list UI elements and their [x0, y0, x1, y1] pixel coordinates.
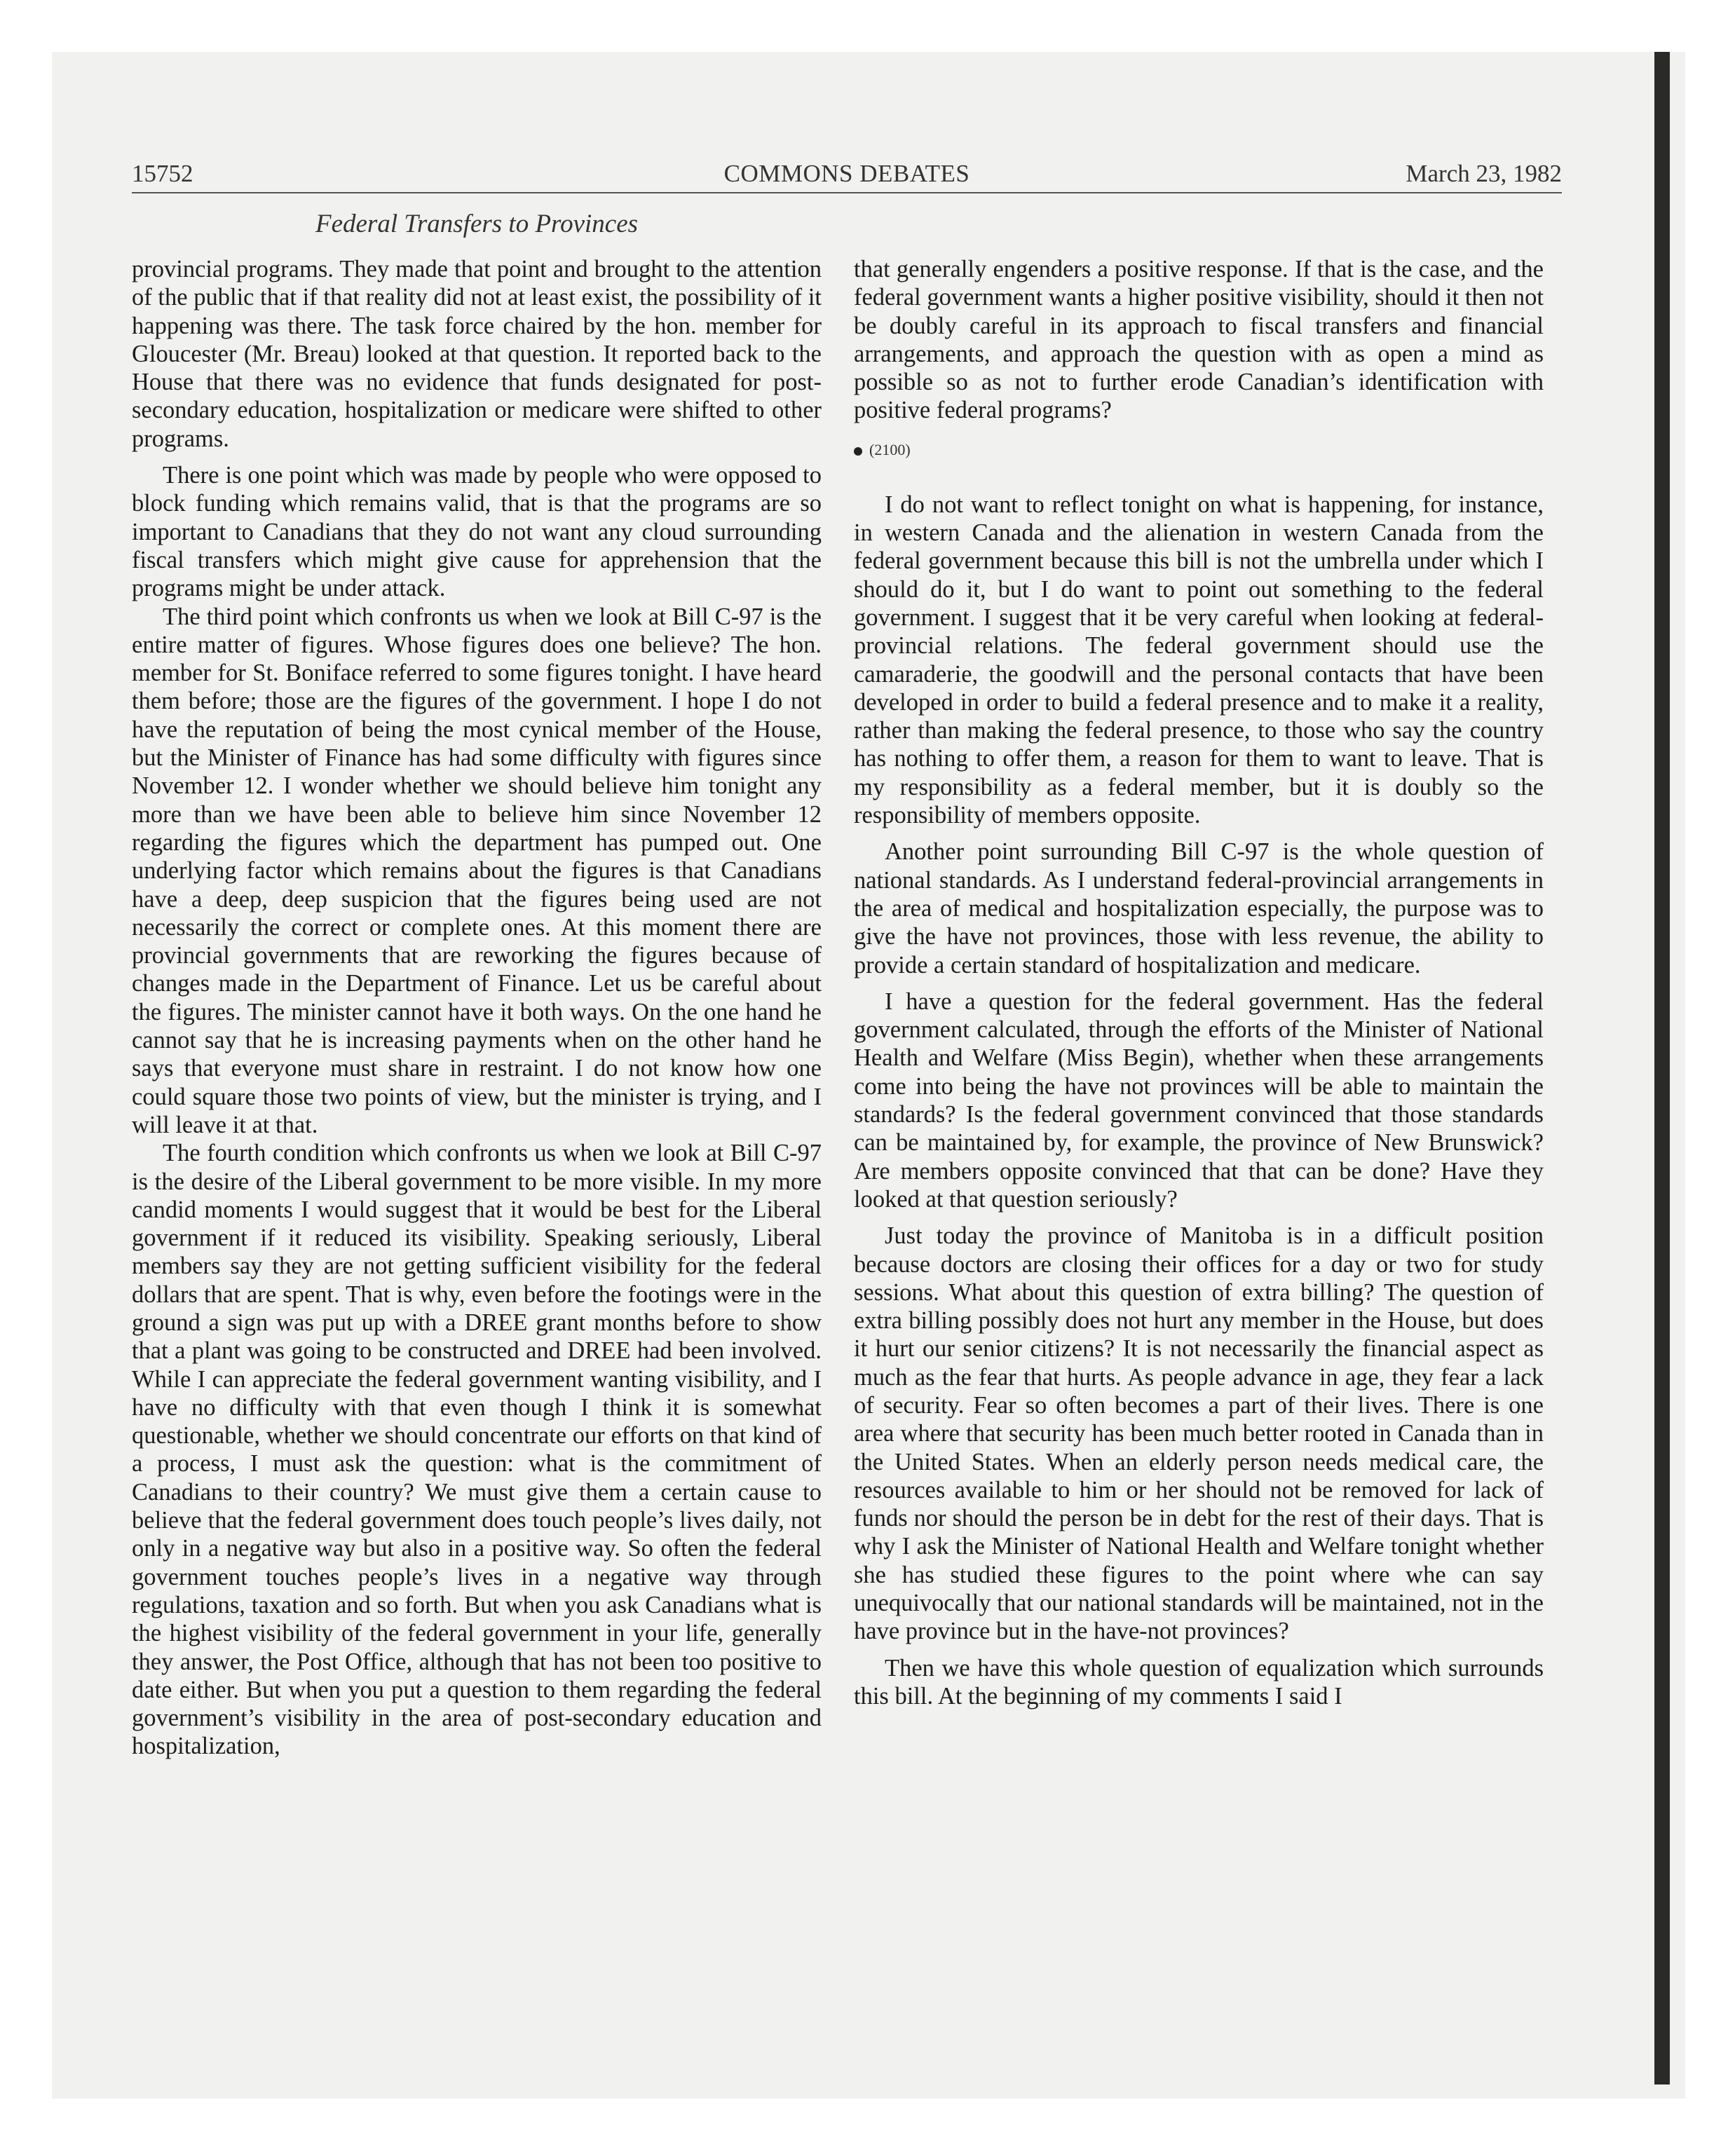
time-marker-label: (2100): [869, 440, 911, 458]
time-marker: [854, 440, 1544, 460]
paragraph: I have a question for the federal government. Has the federal government calculated, through the efforts of the Minister of National Health and Welfare (Miss Begin), whether when these arrangements come into being the have not provinces will be able to maintain the standards? Is the federal government convinced that those standards can be maintained by, for example, the province of New Brunswick? Are members opposite convinced that that can be done? Have they looked at that question seriously?: [854, 988, 1544, 1213]
page-number: 15752: [132, 160, 193, 187]
paragraph: that generally engenders a positive response. If that is the case, and the federal government wants a higher positive visibility, should it then not be doubly careful in its approach to fiscal transfers and financial arrangements, and approach the question with as open a mind as possible so as not to further erode Canadian’s identification with positive federal programs?: [854, 256, 1544, 424]
paragraph: Another point surrounding Bill C-97 is the whole question of national standards. As I understand federal-provincial arrangements in the area of medical and hospitalization especially, the purpose was to give the have not provinces, those with less revenue, the ability to provide a certain standard of hospitalization and medicare.: [854, 838, 1544, 978]
paragraph: Just today the province of Manitoba is in a difficult position because doctors are closing their offices for a day or two for study sessions. What about this question of extra billing? The question of extra billing possibly does not hurt any member in the House, but does it hurt our senior citizens? It is not necessarily the financial aspect as much as the fear that hurts. As people advance in age, they fear a lack of security. Fear so often becomes a part of their lives. There is one area where that security has been much better rooted in Canada than in the United States. When an elderly person needs medical care, the resources available to him or her should not be removed for lack of funds nor should the person be in debt for the rest of their days. That is why I ask the Minister of National Health and Welfare tonight whether she has studied these figures to the point where whe can say unequivocally that our national standards will be maintained, not in the have province but in the have-not provinces?: [854, 1222, 1544, 1645]
paragraph: The fourth condition which confronts us when we look at Bill C-97 is the desire of the Liberal government to be more visible. In my more candid moments I would suggest that it would be best for the Liberal government if it reduced its visibility. Speaking seriously, Liberal members say they are not getting sufficient visibility for the federal dollars that are spent. That is why, even before the footings were in the ground a sign was put up with a DREE grant months before to show that a plant was going to be constructed and DREE had been involved. While I can appreciate the federal government wanting visibility, and I have no difficulty with that even though I think it is somewhat questionable, whether we should concentrate our efforts on that kind of a process, I must ask the question: what is the commitment of Canadians to their country? We must give them a certain cause to believe that the federal government does touch people’s lives daily, not only in a negative way but also in a positive way. So often the federal government touches people’s lives in a negative way through regulations, taxation and so forth. But when you ask Canadians what is the highest visibility of the federal government in your life, generally they answer, the Post Office, although that has not been too positive to date either. But when you put a question to them regarding the federal government’s visibility in the area of post-secondary education and hospitalization,: [132, 1140, 822, 1760]
scan-edge-bar: [1654, 52, 1670, 2085]
publication-date: March 23, 1982: [1406, 160, 1562, 187]
header-rule: [132, 192, 1562, 193]
running-header: [132, 160, 1562, 191]
left-column: [132, 255, 822, 1761]
publication-title: COMMONS DEBATES: [723, 160, 970, 187]
paragraph: I do not want to reflect tonight on what is happening, for instance, in western Canada and the alienation in western Canada from the federal government because this bill is not the umbrella under which I should do it, but I do want to point out something to the federal government. I suggest that it be very careful when looking at federal-provincial relations. The federal government should use the camaraderie, the goodwill and the personal contacts that have been developed in order to build a federal presence and to make it a reality, rather than making the federal presence, to those who say the country has nothing to offer them, a reason for them to want to leave. That is my responsibility as a federal member, but it is doubly so the responsibility of members opposite.: [854, 491, 1544, 829]
section-title: Federal Transfers to Provinces: [315, 210, 639, 238]
paragraph: Then we have this whole question of equalization which surrounds this bill. At the beginning of my comments I said I: [854, 1654, 1544, 1710]
bullet-icon: [854, 447, 862, 456]
paragraph: provincial programs. They made that point and brought to the attention of the public that if that reality did not at least exist, the possibility of it happening was there. The task force chaired by the hon. member for Gloucester (Mr. Breau) looked at that question. It reported back to the House that there was no evidence that funds designated for post-secondary education, hospitalization or medicare were shifted to other programs.: [132, 256, 822, 452]
paragraph: There is one point which was made by people who were opposed to block funding which remains valid, that is that the programs are so important to Canadians that they do not want any cloud surrounding fiscal transfers which might give cause for apprehension that the programs might be under attack.: [132, 462, 822, 602]
right-column: [854, 255, 1544, 1710]
paragraph: The third point which confronts us when we look at Bill C-97 is the entire matter of figures. Whose figures does one believe? The hon. member for St. Boniface referred to some figures tonight. I have heard them before; those are the figures of the government. I hope I do not have the reputation of being the most cynical member of the House, but the Minister of Finance has had some difficulty with figures since November 12. I wonder whether we should believe him tonight any more than we have been able to believe him since November 12 regarding the figures which the department has pumped out. One underlying factor which remains about the figures is that Canadians have a deep, deep suspicion that the figures being used are not necessarily the correct or complete ones. At this moment there are provincial governments that are reworking the figures because of changes made in the Department of Finance. Let us be careful about the figures. The minister cannot have it both ways. On the one hand he cannot say that he is increasing payments when on the other hand he says that everyone must share in restraint. I do not know how one could square those two points of view, but the minister is trying, and I will leave it at that.: [132, 603, 822, 1138]
